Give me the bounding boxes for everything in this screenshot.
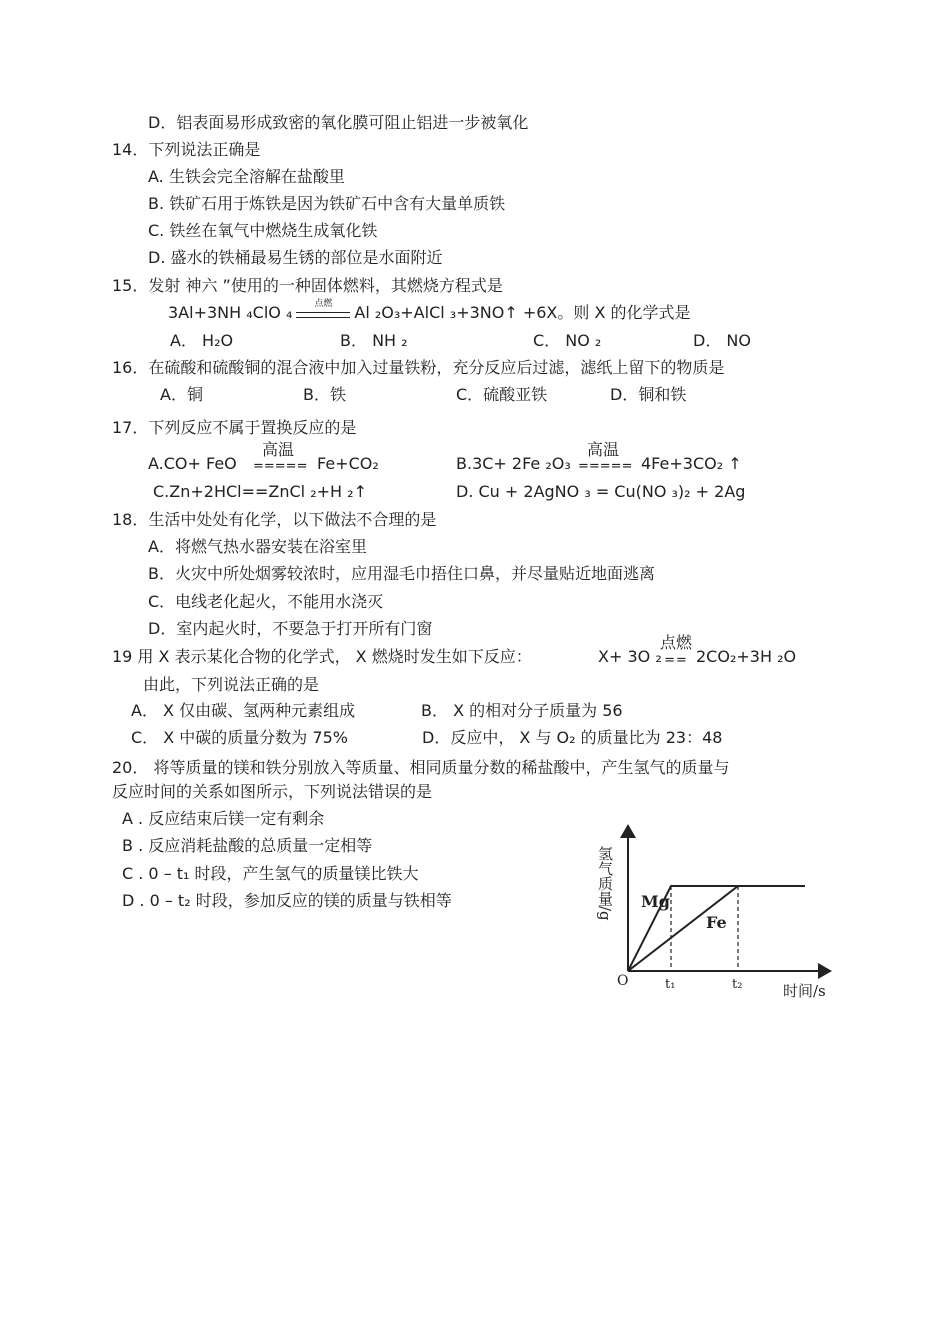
- q19-option-b: B． X 的相对分子质量为 56: [421, 701, 623, 720]
- q18-option-d: D．室内起火时，不要急于打开所有门窗: [148, 619, 433, 638]
- q15-eq-arrow: [292, 298, 354, 325]
- x-tick-t2: t₂: [732, 977, 743, 992]
- q15-option-c: C． NO ₂: [533, 331, 602, 350]
- q16-stem: 16．在硫酸和硫酸铜的混合液中加入过量铁粉，充分反应后过滤，滤纸上留下的物质是: [112, 358, 725, 377]
- q15-option-d: D． NO: [693, 331, 751, 350]
- q20-option-b: B . 反应消耗盐酸的总质量一定相等: [122, 836, 373, 855]
- q16-option-d: D．铜和铁: [610, 385, 687, 404]
- q17-b-bar: =====: [578, 459, 633, 474]
- q17-option-b-left: B.3C+ 2Fe ₂O₃: [456, 454, 571, 473]
- series-label-mg: Mg: [641, 892, 670, 911]
- q19-stem2: 由此，下列说法正确的是: [143, 675, 320, 694]
- y-axis-label-text: 氢气质量/g: [596, 846, 614, 921]
- q17-option-b-right: 4Fe+3CO₂ ↑: [641, 454, 742, 473]
- q16-option-a: A．铜: [160, 385, 203, 404]
- q16-option-c: C．硫酸亚铁: [456, 385, 548, 404]
- q17-option-a-right: Fe+CO₂: [317, 454, 379, 473]
- q15-equation: [168, 298, 691, 325]
- origin-label: O: [617, 973, 629, 989]
- q15-eq-left: 3Al+3NH ₄ClO ₄: [168, 303, 293, 322]
- q17-a-bar: =====: [253, 459, 308, 474]
- q20-option-a: A . 反应结束后镁一定有剩余: [122, 809, 325, 828]
- q19-eq-arrow: [656, 634, 696, 670]
- q19-stem: 19 用 X 表示某化合物的化学式， X 燃烧时发生如下反应：: [112, 647, 532, 666]
- x-tick-t1: t₁: [665, 977, 676, 992]
- hydrogen-time-chart: [595, 818, 845, 1003]
- q20-option-c: C . 0 – t₁ 时段，产生氢气的质量镁比铁大: [122, 864, 419, 883]
- q17-stem: 17．下列反应不属于置换反应的是: [112, 418, 357, 437]
- q18-stem: 18．生活中处处有化学，以下做法不合理的是: [112, 510, 437, 529]
- q18-option-b: B．火灾中所处烟雾较浓时，应用湿毛巾捂住口鼻，并尽量贴近地面逃离: [148, 564, 655, 583]
- q15-stem: 15．发射 神六 ”使用的一种固体燃料，其燃烧方程式是: [112, 276, 503, 295]
- q13-option-d: D．铝表面易形成致密的氧化膜可阻止铝进一步被氧化: [148, 113, 529, 132]
- q15-option-b: B． NH ₂: [340, 331, 408, 350]
- q14-option-b: B. 铁矿石用于炼铁是因为铁矿石中含有大量单质铁: [148, 194, 506, 213]
- q14-option-c: C. 铁丝在氧气中燃烧生成氧化铁: [148, 221, 378, 240]
- q19-eq-left: X+ 3O ₂: [598, 647, 662, 666]
- q14-option-d: D. 盛水的铁桶最易生锈的部位是水面附近: [148, 248, 443, 267]
- q19-eq-cond: 点燃: [659, 633, 692, 652]
- q19-option-a: A． X 仅由碳、氢两种元素组成: [131, 701, 356, 720]
- q17-option-c: C.Zn+2HCl==ZnCl ₂+H ₂↑: [153, 482, 367, 501]
- q17-option-d: D. Cu + 2AgNO ₃ = Cu(NO ₃)₂ + 2Ag: [456, 482, 746, 501]
- q20-stem: 20． 将等质量的镁和铁分别放入等质量、相同质量分数的稀盐酸中，产生氢气的质量与: [112, 758, 730, 777]
- q18-option-c: C．电线老化起火，不能用水浇灭: [148, 592, 384, 611]
- q15-eq-cond: 点燃: [314, 298, 333, 309]
- q17-option-a-left: A.CO+ FeO: [148, 454, 237, 473]
- q20-option-d: D . 0 – t₂ 时段，参加反应的镁的质量与铁相等: [122, 891, 452, 910]
- q15-option-a: A． H₂O: [170, 331, 234, 350]
- q15-eq-right: Al ₂O₃+AlCl ₃+3NO↑ +6X。则 X 的化学式是: [354, 303, 691, 322]
- q19-eq-right: 2CO₂+3H ₂O: [696, 647, 797, 666]
- q17-a-cond-text: 高温: [261, 440, 294, 459]
- series-label-fe: Fe: [706, 913, 727, 932]
- q19-eq-bar: ==: [664, 653, 688, 668]
- q16-option-b: B．铁: [303, 385, 346, 404]
- q20-stem2: 反应时间的关系如图所示，下列说法错误的是: [112, 782, 433, 801]
- x-axis-label: 时间/s: [783, 982, 826, 1000]
- q17-b-cond-text: 高温: [586, 440, 619, 459]
- q19-option-c: C． X 中碳的质量分数为 75%: [131, 728, 348, 747]
- q19-option-d: D．反应中， X 与 O₂ 的质量比为 23：48: [422, 728, 723, 747]
- q14-option-a: A. 生铁会完全溶解在盐酸里: [148, 167, 345, 186]
- q14-stem: 14．下列说法正确是: [112, 140, 261, 159]
- q18-option-a: A．将燃气热水器安装在浴室里: [148, 537, 367, 556]
- y-axis-label: [596, 846, 614, 921]
